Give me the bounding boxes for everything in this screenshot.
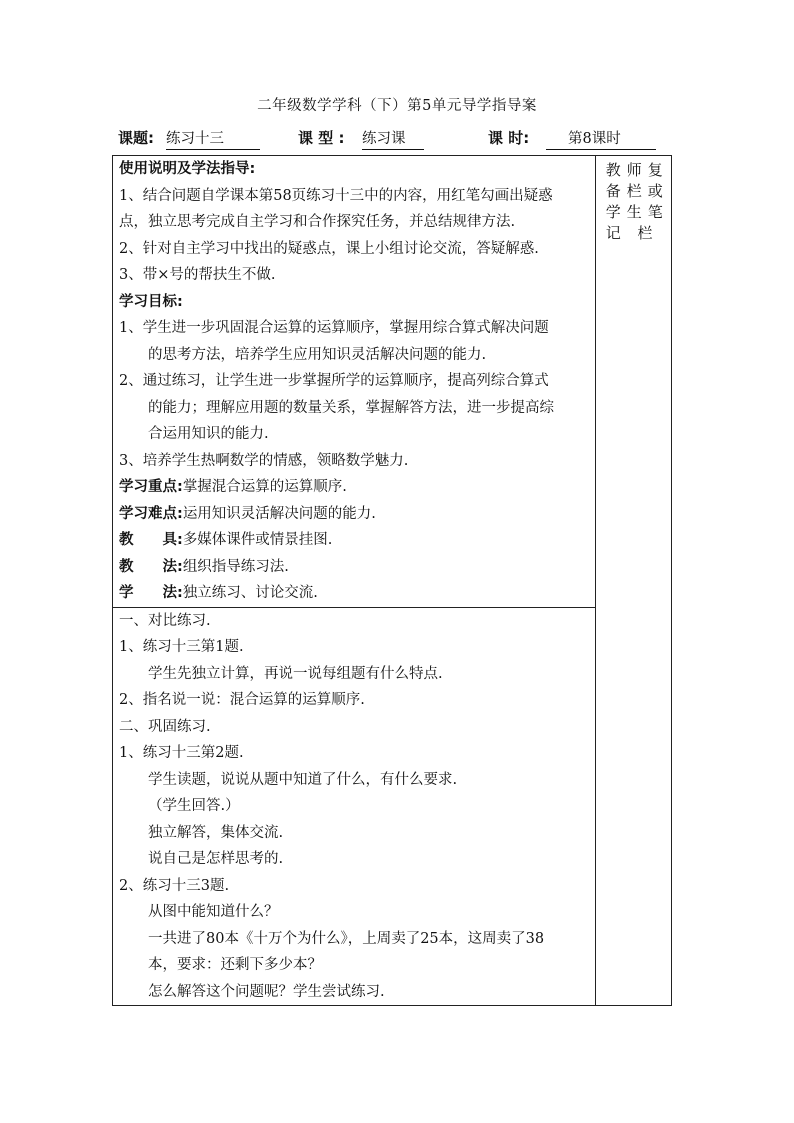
key-point-row: [113, 474, 595, 501]
goals-heading: 学习目标:: [119, 293, 183, 310]
process-cell: [113, 607, 596, 1006]
process-line: 独立解答，集体交流.: [148, 824, 284, 841]
period-value: 第8课时: [546, 127, 656, 150]
process-line: 1、练习十三第2题.: [119, 745, 244, 761]
goal-line: 1、学生进一步巩固混合运算的运算顺序，掌握用综合算式解决问题: [119, 320, 549, 336]
tools-row: [113, 527, 595, 554]
process-line: 本，要求：还剩下多少本？: [148, 957, 322, 973]
goal-line: 合运用知识的能力.: [148, 426, 269, 442]
difficulty-text: 运用知识灵活解决问题的能力.: [182, 505, 376, 522]
teaching-method-text: 组织指导练习法.: [182, 558, 289, 575]
process-line: 1、练习十三第1题.: [119, 639, 244, 655]
side-note-line: 备栏或: [605, 182, 669, 200]
teaching-method-label: 教 法:: [119, 558, 183, 575]
guide-line: 3、带×号的帮扶生不做.: [119, 267, 276, 283]
process-line: 学生读题，说说从题中知道了什么，有什么要求.: [148, 771, 458, 788]
period-label: 课 时:: [488, 129, 530, 147]
goal-line: 的思考方法，培养学生应用知识灵活解决问题的能力.: [148, 346, 487, 363]
teaching-method-row: [113, 554, 595, 581]
process-line: 2、指名说一说：混合运算的运算顺序.: [119, 692, 365, 708]
side-note-line: 学生笔: [605, 203, 669, 221]
document-title: 二年级数学学科（下）第5单元导学指导案: [257, 98, 537, 114]
process-line: 二、巩固练习.: [119, 718, 211, 735]
type-label: 课 型 :: [298, 129, 345, 147]
goal-line: 3、培养学生热啊数学的情感，领略数学魅力.: [119, 452, 409, 469]
guide-line: 点，独立思考完成自主学习和合作探究任务，并总结规律方法.: [119, 214, 516, 230]
difficulty-label: 学习难点:: [119, 505, 183, 522]
process-line: 一共进了80本《十万个为什么》，上周卖了25本，这周卖了38: [148, 930, 545, 947]
process-line: 怎么解答这个问题呢？学生尝试练习.: [148, 983, 385, 1000]
learning-method-label: 学 法:: [119, 585, 183, 601]
process-line: 一、对比练习.: [119, 612, 211, 629]
goal-line: 的能力；理解应用题的数量关系，掌握解答方法，进一步提高综: [148, 399, 554, 416]
key-point-text: 掌握混合运算的运算顺序.: [182, 479, 347, 495]
learning-method-row: [113, 580, 595, 607]
lesson-plan-table: [112, 155, 672, 1006]
process-line: 2、练习十三3题.: [119, 877, 230, 894]
topic-value: 练习十三: [166, 127, 260, 150]
process-line: 说自己是怎样思考的.: [148, 851, 284, 867]
guidance-cell: [113, 156, 596, 608]
tools-label: 教 具:: [119, 532, 183, 548]
side-note-line: 教师复: [605, 161, 669, 179]
topic-label: 课题:: [118, 129, 154, 147]
key-point-label: 学习重点:: [119, 479, 183, 495]
guide-line: 2、针对自主学习中找出的疑惑点，课上小组讨论交流，答疑解惑.: [119, 240, 539, 257]
tools-text: 多媒体课件或情景挂图.: [182, 532, 333, 548]
lesson-meta-row: [0, 127, 794, 149]
side-note-line: 记 栏: [605, 224, 659, 242]
type-value: 练习课: [362, 127, 424, 150]
difficulty-row: [113, 501, 595, 528]
process-line: 学生先独立计算，再说一说每组题有什么特点.: [148, 665, 443, 682]
teacher-notes-column: [595, 156, 671, 1006]
learning-method-text: 独立练习、讨论交流.: [182, 585, 318, 601]
goal-line: 2、通过练习，让学生进一步掌握所学的运算顺序，提高列综合算式: [119, 373, 549, 389]
guide-heading: 使用说明及学法指导:: [119, 161, 256, 177]
process-line: 从图中能知道什么？: [148, 904, 279, 920]
process-line: （学生回答.）: [148, 798, 240, 814]
guide-line: 1、结合问题自学课本第58页练习十三中的内容，用红笔勾画出疑惑: [119, 187, 553, 204]
